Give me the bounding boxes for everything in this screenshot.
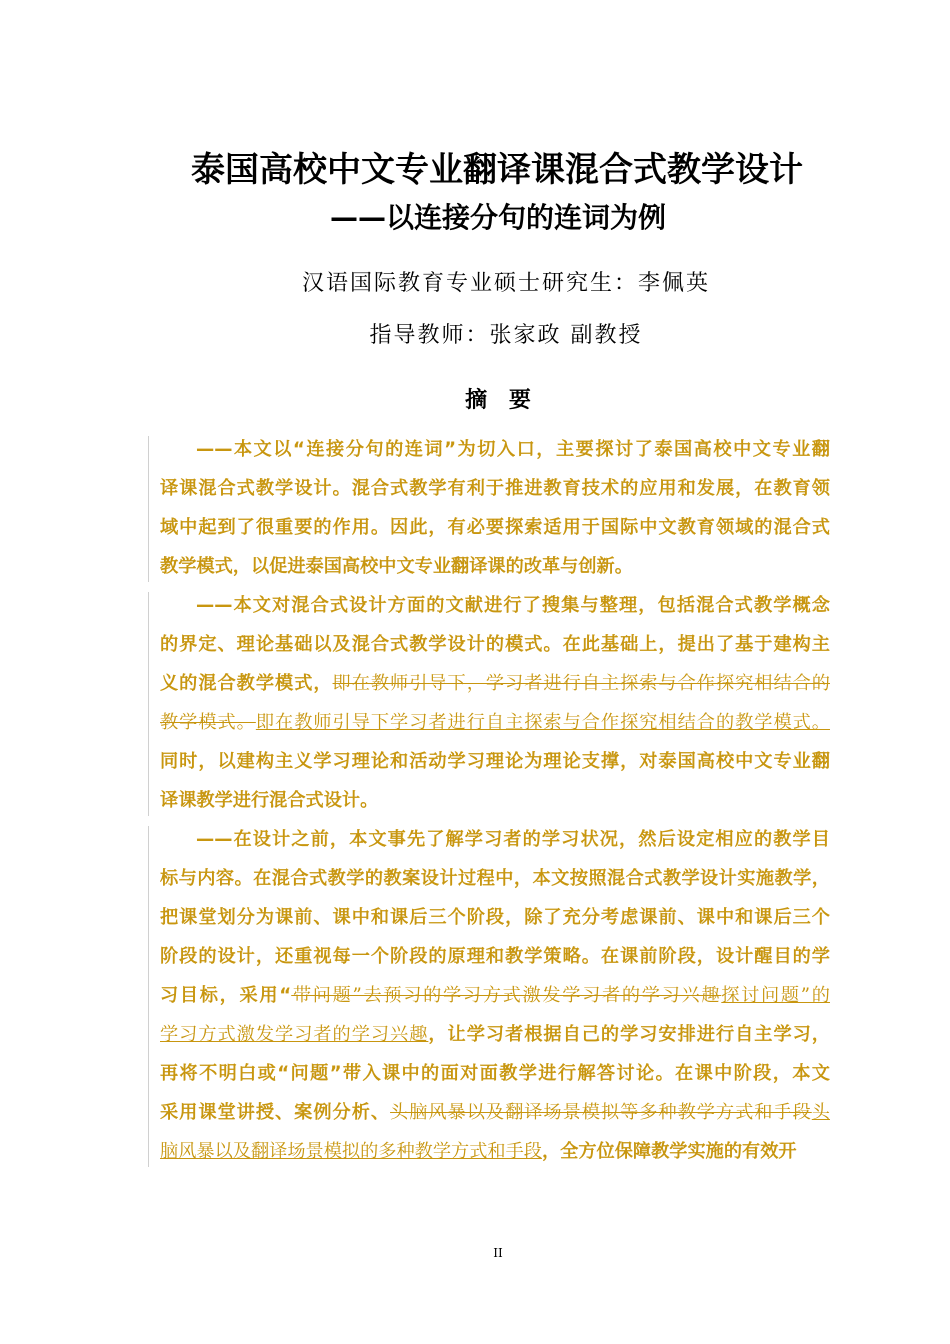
thesis-subtitle: ——以连接分句的连词为例 — [330, 201, 667, 234]
text-segment: 义的混合教学模式， — [160, 673, 333, 694]
abstract-paragraph — [160, 820, 830, 1171]
inserted-text: 即在教师引导下学习者进行自主探索与合作探究相结合的教学模式。 — [255, 712, 830, 733]
abstract-body — [160, 430, 830, 1171]
deleted-text: 教学模式。 — [160, 712, 256, 733]
text-line — [160, 703, 830, 742]
text-line — [160, 898, 830, 937]
text-line — [160, 430, 830, 469]
text-line — [160, 1093, 830, 1132]
text-line — [160, 1054, 830, 1093]
text-segment: ——本文以“连接分句的连词”为切入口，主要探讨了泰国高校中文专业翻 — [196, 439, 830, 460]
abstract-paragraph — [160, 430, 830, 586]
text-line — [160, 820, 830, 859]
text-segment: 教学模式，以促进泰国高校中文专业翻译课的改革与创新。 — [160, 556, 633, 577]
author-line: 汉语国际教育专业硕士研究生：李佩英 — [301, 271, 710, 296]
text-line — [160, 781, 830, 820]
inserted-text: 脑风暴以及翻译场景模拟的多种教学方式和手段 — [160, 1141, 542, 1162]
advisor-line: 指导教师：张家政 副教授 — [369, 323, 643, 348]
text-line — [160, 859, 830, 898]
text-line — [160, 664, 830, 703]
text-segment: 译课教学进行混合式设计。 — [160, 790, 379, 811]
text-line — [160, 976, 830, 1015]
text-segment: 域中起到了很重要的作用。因此，有必要探索适用于国际中文教育领域的混合式 — [160, 517, 830, 538]
text-segment: 采用课堂讲授、案例分析、 — [160, 1102, 391, 1123]
page-number: II — [493, 1246, 503, 1260]
text-line — [160, 742, 830, 781]
inserted-text: 探讨问题”的 — [721, 985, 830, 1006]
text-segment: 再将不明白或“问题”带入课中的面对面教学进行解答讨论。在课中阶段，本文 — [160, 1063, 830, 1084]
text-line — [160, 625, 830, 664]
text-segment: ，全方位保障教学实施的有效开 — [541, 1141, 797, 1162]
text-segment: 习目标，采用“ — [160, 985, 292, 1006]
text-segment: 标与内容。在混合式教学的教案设计过程中，本文按照混合式教学设计实施教学， — [160, 868, 830, 889]
abstract-paragraph — [160, 586, 830, 820]
text-segment: ，让学习者根据自己的学习安排进行自主学习， — [428, 1024, 830, 1045]
text-line — [160, 1015, 830, 1054]
text-segment: 译课混合式教学设计。混合式教学有利于推进教育技术的应用和发展，在教育领 — [160, 478, 830, 499]
deleted-text: 带问题”去预习的学习方式激发学习者的学习兴趣 — [291, 985, 722, 1006]
text-segment: ——在设计之前，本文事先了解学习者的学习状况，然后设定相应的教学目 — [196, 829, 830, 850]
inserted-text: 学习方式激发学习者的学习兴趣 — [160, 1024, 429, 1045]
text-line — [160, 469, 830, 508]
text-line — [160, 937, 830, 976]
text-segment: 把课堂划分为课前、课中和课后三个阶段，除了充分考虑课前、课中和课后三个 — [160, 907, 830, 928]
abstract-heading: 摘 要 — [465, 388, 531, 413]
text-line — [160, 1132, 830, 1171]
deleted-text: 头脑风暴以及翻译场景模拟等多种教学方式和手段 — [390, 1102, 812, 1123]
text-segment: 的界定、理论基础以及混合式教学设计的模式。在此基础上，提出了基于建构主 — [160, 634, 830, 655]
text-segment: 阶段的设计，还重视每一个阶段的原理和教学策略。在课前阶段，设计醒目的学 — [160, 946, 830, 967]
text-line — [160, 586, 830, 625]
text-segment: 同时，以建构主义学习理论和活动学习理论为理论支撑，对泰国高校中文专业翻 — [160, 751, 830, 772]
deleted-text: 即在教师引导下，学习者进行自主探索与合作探究相结合的 — [332, 673, 830, 694]
text-segment: ——本文对混合式设计方面的文献进行了搜集与整理，包括混合式教学概念 — [196, 595, 830, 616]
inserted-text: 头 — [811, 1102, 830, 1123]
text-line — [160, 508, 830, 547]
thesis-title: 泰国高校中文专业翻译课混合式教学设计 — [191, 150, 803, 190]
text-line — [160, 547, 830, 586]
